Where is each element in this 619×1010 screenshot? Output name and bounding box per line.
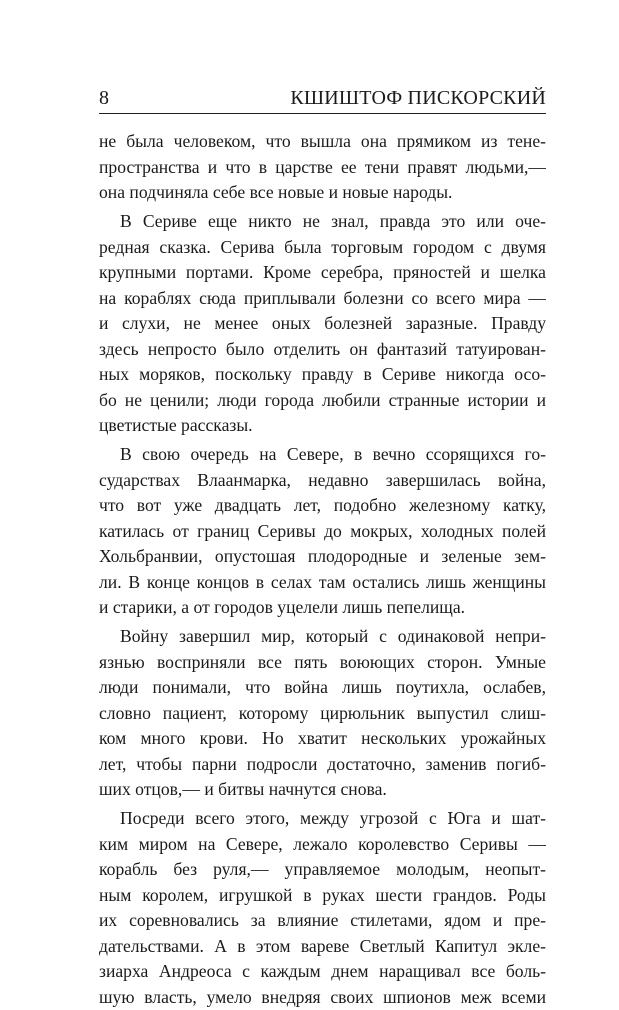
paragraph [99, 806, 546, 1010]
text-line: пространства и что в царстве ее тени правят людьми,— [99, 155, 546, 181]
page-number: 8 [99, 86, 109, 110]
text-line: ли. В конце концов в селах там остались лишь женщины [99, 570, 546, 596]
text-line: дательствами. А в этом вареве Светлый Капитул экле- [99, 934, 546, 960]
text-line: крупными портами. Кроме серебра, пряностей и шелка [99, 260, 546, 286]
text-line: зиарха Андреоса с каждым днем наращивал все боль- [99, 959, 546, 985]
text-line: ком много крови. Но хватит нескольких урожайных [99, 726, 546, 752]
text-line: ших отцов,— и битвы начнутся снова. [99, 777, 546, 803]
text-line: здесь непросто было отделить он фантазий татуирован- [99, 337, 546, 363]
text-line: и старики, а от городов уцелели лишь пепелища. [99, 595, 546, 621]
text-line: редная сказка. Серива была торговым городом с двумя [99, 235, 546, 261]
paragraph [99, 209, 546, 439]
text-line: ким миром на Севере, лежало королевство Серивы — [99, 832, 546, 858]
page-header [99, 86, 546, 116]
text-line: и слухи, не менее оных болезней заразные. Правду [99, 311, 546, 337]
text-line: не была человеком, что вышла она прямиком из тене- [99, 129, 546, 155]
text-line: шую власть, умело внедряя своих шпионов меж всеми [99, 985, 546, 1010]
running-title: КШИШТОФ ПИСКОРСКИЙ [290, 86, 546, 110]
text-line: бо не ценили; люди города любили странные истории и [99, 388, 546, 414]
text-line: люди понимали, что война лишь поутихла, ослабев, [99, 675, 546, 701]
header-rule [99, 113, 546, 114]
text-line: Войну завершил мир, который с одинаковой непри- [99, 624, 546, 650]
paragraph [99, 442, 546, 621]
body-text [99, 129, 546, 1010]
text-line: Посреди всего этого, между угрозой с Юга и шат- [99, 806, 546, 832]
text-line: Хольбранвии, опустошая плодородные и зеленые зем- [99, 544, 546, 570]
text-line: лет, чтобы парни подросли достаточно, заменив погиб- [99, 752, 546, 778]
text-line: В свою очередь на Севере, в вечно ссорящихся го- [99, 442, 546, 468]
text-line: язнью восприняли все пять воюющих сторон. Умные [99, 650, 546, 676]
text-line: ным королем, игрушкой в руках шести грандов. Роды [99, 883, 546, 909]
text-line: ных моряков, поскольку правду в Сериве никогда осо- [99, 362, 546, 388]
text-line: их соревновались за влияние стилетами, ядом и пре- [99, 908, 546, 934]
text-line: корабль без руля,— управляемое молодым, неопыт- [99, 857, 546, 883]
text-line: цветистые рассказы. [99, 413, 546, 439]
text-line: на кораблях сюда приплывали болезни со всего мира — [99, 286, 546, 312]
paragraph [99, 624, 546, 803]
text-line: словно пациент, которому цирюльник выпустил слиш- [99, 701, 546, 727]
text-line: она подчиняла себе все новые и новые народы. [99, 180, 546, 206]
paragraph [99, 129, 546, 206]
text-line: В Сериве еще никто не знал, правда это или оче- [99, 209, 546, 235]
text-line: катилась от границ Серивы до мокрых, холодных полей [99, 519, 546, 545]
text-line: что вот уже двадцать лет, подобно железному катку, [99, 493, 546, 519]
text-line: сударствах Влаанмарка, недавно завершилась война, [99, 468, 546, 494]
